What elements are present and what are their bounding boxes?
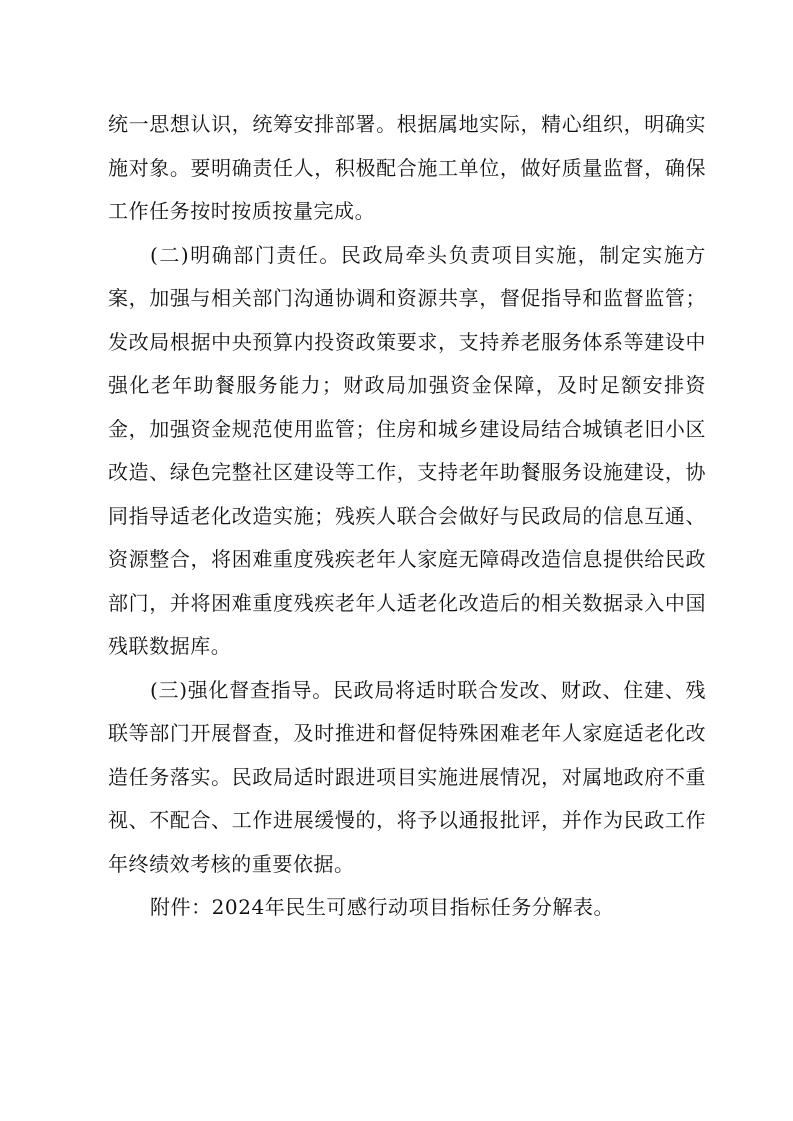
paragraph-attachment-note: 附件：2024年民生可感行动项目指标任务分解表。 — [150, 895, 615, 919]
paragraph-continuation: 统一思想认识，统筹安排部署。根据属地实际，精心组织，明确实施对象。要明确责任人，积极配合施工单位，做好质量监督，确保工作任务按时按质按量完成。 — [108, 112, 706, 223]
paragraph-department-responsibility: (二)明确部门责任。民政局牵头负责项目实施，制定实施方案，加强与相关部门沟通协调和资源共享，督促指导和监督监管；发改局根据中央预算内投资政策要求，支持养老服务体系等建设中强化老年助餐服务能力；财政局加强资金保障，及时足额安排资金，加强资金规范使用监管；住房和城乡建设局结合城镇老旧小区改造、绿色完整社区建设等工作，支持老年助餐服务设施建设，协同指导适老化改造实施；残疾人联合会做好与民政局的信息互通、资源整合，将困难重度残疾老年人家庭无障碍改造信息提供给民政部门，并将困难重度残疾老年人适老化改造后的相关数据录入中国残联数据库。 — [108, 242, 706, 658]
document-body — [108, 103, 706, 930]
paragraph-supervision-guidance: (三)强化督查指导。民政局将适时联合发改、财政、住建、残联等部门开展督查，及时推进和督促特殊困难老年人家庭适老化改造任务落实。民政局适时跟进项目实施进展情况，对属地政府不重视、不配合、工作进展缓慢的，将予以通报批评，并作为民政工作年终绩效考核的重要依据。 — [108, 677, 706, 876]
